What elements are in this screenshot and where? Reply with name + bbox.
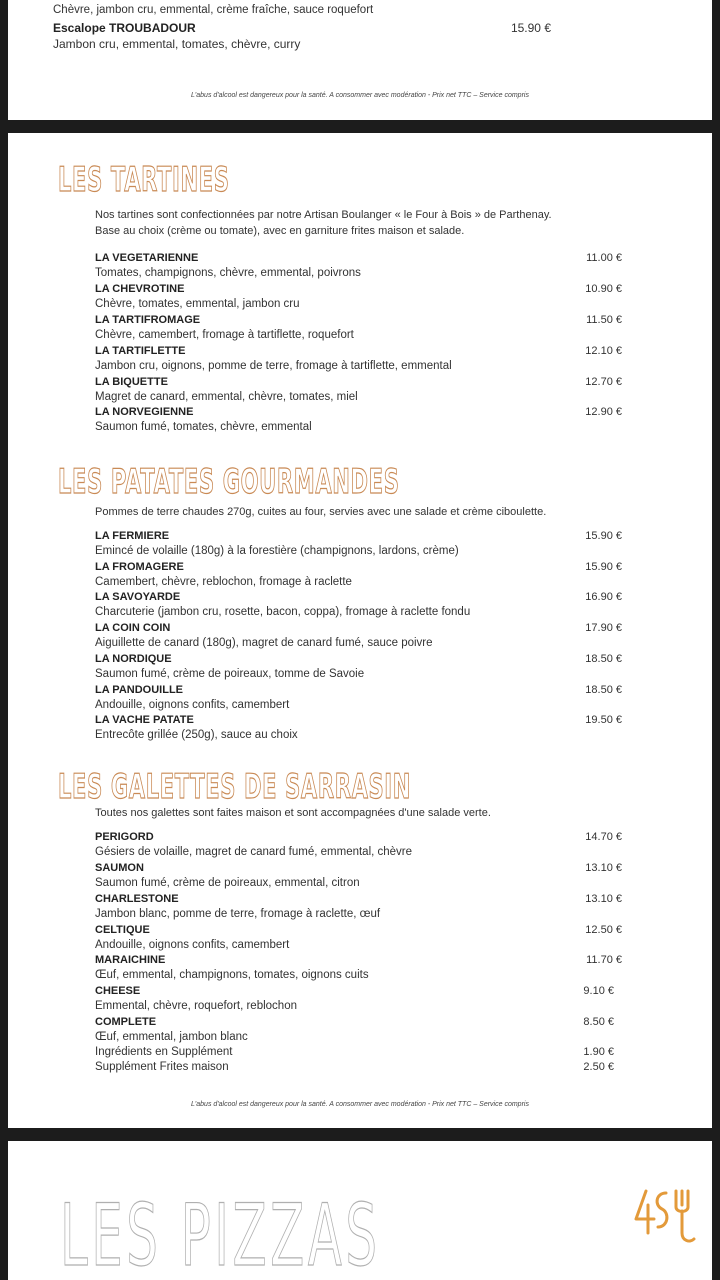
menu-item-name: MARAICHINE [95,954,166,966]
section-title-tartines: LES TARTINES [58,160,230,200]
footnote: L'abus d'alcool est dangereux pour la santé. A consommer avec modération - Prix net TTC – Service compris [191,92,529,99]
menu-item-price: 12.10 € [585,345,622,357]
menu-item-name: LA VACHE PATATE [95,714,194,726]
menu-item-price: 11.00 € [586,252,622,264]
menu-item-name: CHEESE [95,985,141,997]
menu-item-desc: Charcuterie (jambon cru, rosette, bacon, coppa), fromage à raclette fondu [95,606,471,618]
menu-page-pizzas [8,1141,712,1280]
menu-item-desc: Saumon fumé, tomates, chèvre, emmental [95,421,312,433]
item-price: 15.90 € [510,21,551,35]
item-description: Jambon cru, emmental, tomates, chèvre, curry [53,37,301,51]
menu-item-name: LA SAVOYARDE [95,591,181,603]
menu-item-price: 11.70 € [586,954,622,966]
menu-item-desc: Chèvre, camembert, fromage à tartiflette, roquefort [95,329,354,341]
section-title-galettes: LES GALETTES DE SARRASIN [58,767,412,807]
menu-item-desc: Aiguillette de canard (180g), magret de canard fumé, sauce poivre [95,637,433,649]
menu-item-name: LA CHEVROTINE [95,283,185,295]
menu-item-desc: Entrecôte grillée (250g), sauce au choix [95,729,298,741]
menu-page-top [8,0,712,120]
menu-item-price: 12.90 € [585,406,622,418]
menu-item-price: 8.50 € [583,1016,614,1028]
menu-item-price: 12.70 € [585,376,622,388]
menu-item-price: 12.50 € [585,924,622,936]
menu-item-name: PERIGORD [95,831,154,843]
menu-item-desc: Saumon fumé, crème de poireaux, tomme de Savoie [95,668,365,680]
menu-item-desc: Saumon fumé, crème de poireaux, emmental, citron [95,877,360,889]
menu-item-price: 15.90 € [585,530,622,542]
menu-item-price: 13.10 € [585,862,622,874]
menu-item-price: 10.90 € [585,283,622,295]
section-title-patates: LES PATATES GOURMANDES [58,462,400,502]
menu-item-desc: Tomates, champignons, chèvre, emmental, poivrons [95,267,361,279]
menu-item-price: 18.50 € [585,684,622,696]
menu-item-name: LA COIN COIN [95,622,171,634]
menu-item-name: CHARLESTONE [95,893,179,905]
section-intro: Nos tartines sont confectionnées par notre Artisan Boulanger « le Four à Bois » de Parthenay. [95,209,552,221]
menu-item-price: 14.70 € [585,831,622,843]
menu-item-name: COMPLETE [95,1016,157,1028]
menu-item-desc: Œuf, emmental, champignons, tomates, oignons cuits [95,969,369,981]
menu-item-price: 17.90 € [585,622,622,634]
menu-page-main [8,133,712,1128]
menu-item-price: 15.90 € [585,561,622,573]
menu-item-name: LA PANDOUILLE [95,684,183,696]
menu-item-desc: Œuf, emmental, jambon blanc [95,1031,248,1043]
menu-item-name: LA VEGETARIENNE [95,252,199,264]
menu-item-name: LA TARTIFLETTE [95,345,186,357]
menu-item-name: CELTIQUE [95,924,150,936]
menu-item-price: 19.50 € [585,714,622,726]
footnote: L'abus d'alcool est dangereux pour la santé. A consommer avec modération - Prix net TTC – Service compris [191,1101,529,1108]
menu-item-name: LA FERMIERE [95,530,170,542]
menu-item-desc: Camembert, chèvre, reblochon, fromage à raclette [95,576,352,588]
extra-price: 1.90 € [583,1046,614,1058]
menu-item-desc: Jambon blanc, pomme de terre, fromage à raclette, œuf [95,908,381,920]
menu-item-name: LA FROMAGERE [95,561,184,573]
menu-item-desc: Emincé de volaille (180g) à la forestière (champignons, lardons, crème) [95,545,459,557]
menu-item-name: LA NORVEGIENNE [95,406,194,418]
item-name: Escalope TROUBADOUR [53,21,196,35]
menu-item-name: SAUMON [95,862,144,874]
menu-item-name: LA BIQUETTE [95,376,168,388]
menu-item-desc: Magret de canard, emmental, chèvre, tomates, miel [95,391,358,403]
extra-label: Supplément Frites maison [95,1061,229,1073]
extra-label: Ingrédients en Supplément [95,1046,233,1058]
menu-item-desc: Andouille, oignons confits, camembert [95,699,290,711]
menu-item-desc: Jambon cru, oignons, pomme de terre, fromage à tartiflette, emmental [95,360,452,372]
menu-item-desc: Chèvre, tomates, emmental, jambon cru [95,298,300,310]
menu-item-price: 13.10 € [585,893,622,905]
menu-item-name: LA TARTIFROMAGE [95,314,201,326]
menu-item-price: 9.10 € [583,985,614,997]
menu-item-price: 18.50 € [585,653,622,665]
item-description: Chèvre, jambon cru, emmental, crème fraîche, sauce roquefort [53,4,374,16]
extra-price: 2.50 € [583,1061,614,1073]
menu-item-desc: Andouille, oignons confits, camembert [95,939,290,951]
menu-item-name: LA NORDIQUE [95,653,172,665]
restaurant-logo-icon [632,1189,696,1252]
menu-item-desc: Gésiers de volaille, magret de canard fumé, emmental, chèvre [95,846,413,858]
menu-item-price: 11.50 € [586,314,622,326]
menu-item-price: 16.90 € [585,591,622,603]
section-intro: Base au choix (crème ou tomate), avec en garniture frites maison et salade. [95,225,465,237]
menu-item-desc: Emmental, chèvre, roquefort, reblochon [95,1000,297,1012]
section-intro: Toutes nos galettes sont faites maison et sont accompagnées d'une salade verte. [95,807,491,819]
section-title-pizzas: LES PIZZAS [60,1186,381,1280]
section-intro: Pommes de terre chaudes 270g, cuites au four, servies avec une salade et crème ciboulette. [95,506,547,518]
